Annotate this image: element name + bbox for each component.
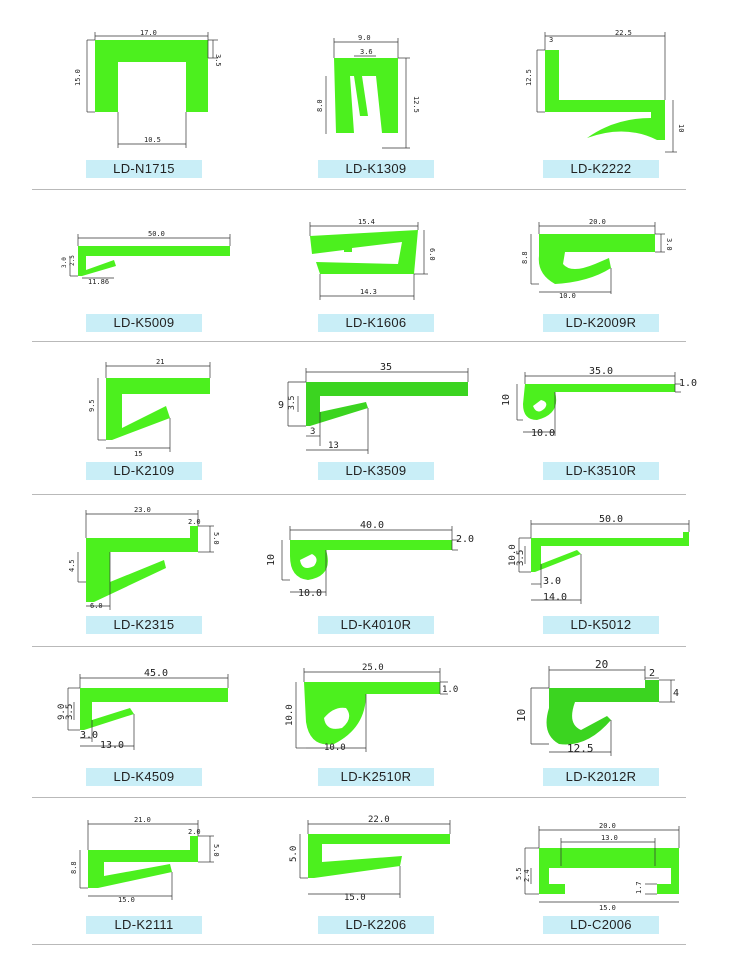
dim-label: 10 — [501, 393, 512, 406]
profile-drawing — [290, 218, 520, 352]
profile-card-ld-k5012 — [508, 512, 745, 662]
profile-code: LD-K2206 — [318, 916, 434, 934]
dim-label: 15 — [134, 450, 143, 458]
dim-label: 15.4 — [358, 218, 375, 226]
profile-card-ld-k2315 — [60, 506, 290, 662]
profile-code: LD-K2315 — [86, 616, 202, 634]
profile-drawing — [515, 218, 745, 352]
dim-label: 50.0 — [148, 230, 165, 238]
dim-label: 6.0 — [90, 602, 103, 610]
profile-code: LD-C2006 — [543, 916, 659, 934]
profile-drawing — [60, 222, 290, 352]
dim-label: 9 — [278, 400, 285, 411]
row-divider — [32, 944, 686, 945]
dim-label: 12.5 — [525, 69, 533, 86]
dim-label: 3.5 — [287, 395, 296, 410]
profile-shape — [545, 50, 665, 140]
dim-label: 13 — [328, 441, 339, 451]
dim-label: 4 — [673, 688, 680, 699]
dim-label: 15.0 — [118, 896, 135, 904]
profile-drawing — [515, 28, 745, 158]
row-divider — [32, 189, 686, 190]
profile-card-ld-n1715 — [60, 28, 290, 178]
profile-card-ld-k3510r — [501, 362, 745, 512]
dim-label: 10 — [266, 553, 277, 566]
dim-label: 3.0 — [543, 576, 562, 587]
dim-label: 2.0 — [456, 534, 475, 545]
dim-label: 3.5 — [214, 54, 222, 67]
profile-shape — [290, 540, 452, 580]
dim-label: 10.0 — [298, 588, 323, 599]
profile-shape — [547, 680, 659, 745]
profile-card-ld-k1606 — [290, 218, 520, 372]
profile-card-ld-k4509 — [57, 668, 290, 818]
profile-code: LD-K1606 — [318, 314, 434, 332]
profile-card-ld-k1309 — [290, 28, 520, 178]
profile-code: LD-N1715 — [86, 160, 202, 178]
profile-card-ld-k4010r — [266, 512, 520, 662]
dim-label: 11.86 — [88, 278, 110, 286]
profile-card-ld-k2012r — [515, 658, 745, 818]
dim-label: 45.0 — [144, 668, 169, 679]
profile-card-ld-k2109 — [60, 358, 290, 512]
dim-label: 3.5 — [65, 703, 75, 720]
dim-label: 3.0 — [61, 257, 68, 268]
profile-card-ld-k2009r — [515, 218, 745, 372]
dim-label: 20.0 — [599, 822, 616, 830]
dim-label: 2.0 — [188, 828, 201, 836]
dim-label: 5.0 — [289, 845, 299, 862]
dim-label: 22.5 — [615, 29, 632, 37]
profile-code: LD-K4010R — [318, 616, 434, 634]
dim-label: 21 — [156, 358, 165, 366]
dim-label: 6.0 — [428, 248, 436, 261]
dim-label: 2.4 — [523, 869, 531, 882]
dim-label: 3 — [310, 427, 316, 437]
row-divider — [32, 494, 686, 495]
dim-label: 10.5 — [144, 136, 161, 144]
dim-label: 21.0 — [134, 816, 151, 824]
dim-label: 14.3 — [360, 288, 377, 296]
row-divider — [32, 797, 686, 798]
profile-drawing — [60, 28, 290, 158]
dim-label: 35 — [380, 362, 393, 373]
dim-label: 13.0 — [601, 834, 618, 842]
dim-label: 1.0 — [679, 378, 698, 389]
profile-shape — [523, 384, 675, 420]
dim-label: 50.0 — [599, 514, 624, 525]
dim-label: 40.0 — [360, 520, 385, 531]
dim-label: 1.7 — [635, 881, 643, 894]
profile-shape — [308, 834, 450, 878]
profile-code: LD-K2009R — [543, 314, 659, 332]
profile-code: LD-K2222 — [543, 160, 659, 178]
dim-label: 5.0 — [212, 844, 220, 857]
profile-card-ld-k5009 — [60, 222, 290, 372]
profile-code: LD-K2510R — [318, 768, 434, 786]
profile-drawing — [290, 28, 520, 158]
dim-label: 2 — [649, 668, 656, 679]
dim-label: 5.0 — [212, 532, 220, 545]
dim-label: 15.0 — [599, 904, 616, 912]
dim-label: 15.0 — [344, 893, 366, 903]
dim-label: 3.0 — [665, 238, 673, 251]
dim-label: 35.0 — [589, 366, 614, 377]
profile-shape — [88, 836, 198, 888]
dim-label: 3.6 — [360, 48, 373, 56]
profile-code: LD-K5012 — [543, 616, 659, 634]
dim-label: 2.0 — [188, 518, 201, 526]
dim-label: 9.0 — [57, 703, 67, 720]
dim-label: 25.0 — [362, 663, 384, 673]
profile-code: LD-K2012R — [543, 768, 659, 786]
row-divider — [32, 341, 686, 342]
profile-shape — [78, 246, 230, 276]
profile-shape — [531, 532, 689, 572]
dim-label: 10.0 — [531, 428, 556, 439]
profile-card-ld-k2510r — [285, 663, 520, 818]
dim-label: 1.0 — [442, 685, 459, 695]
profile-shape — [86, 526, 198, 602]
dim-label: 20.0 — [589, 218, 606, 226]
dim-label: 10.0 — [285, 704, 295, 726]
dim-label: 17.0 — [140, 29, 157, 37]
profile-code: LD-K5009 — [86, 314, 202, 332]
dim-label: 12.5 — [567, 742, 594, 755]
dim-label: 20 — [595, 658, 609, 671]
dim-label: 10.0 — [324, 743, 346, 753]
profile-code: LD-K2109 — [86, 462, 202, 480]
dim-label: 9.5 — [88, 399, 96, 412]
dim-label: 12.5 — [412, 96, 420, 113]
dim-label: 15.0 — [74, 69, 82, 86]
profile-shape — [95, 40, 208, 112]
dim-label: 14.0 — [543, 592, 568, 603]
dim-label: 5.5 — [515, 867, 523, 880]
profile-shape — [304, 682, 440, 745]
dim-label: 22.0 — [368, 815, 390, 825]
dim-label: 4.5 — [68, 559, 76, 572]
profile-code: LD-K3509 — [318, 462, 434, 480]
dim-label: 10 — [677, 124, 685, 133]
profile-shape — [306, 382, 468, 426]
dim-label: 13.0 — [100, 740, 125, 751]
dim-label: 10.0 — [508, 544, 518, 566]
dim-label: 3.0 — [80, 730, 99, 741]
dim-label: 10.0 — [559, 292, 576, 300]
profile-code: LD-K2111 — [86, 916, 202, 934]
profile-code: LD-K1309 — [318, 160, 434, 178]
dim-label: 8.8 — [521, 251, 529, 264]
profile-card-ld-k2222 — [515, 28, 745, 178]
dim-label: 3.5 — [516, 549, 526, 566]
dim-label: 3 — [549, 36, 554, 44]
dim-label: 8.8 — [70, 861, 78, 874]
profile-code: LD-K3510R — [543, 462, 659, 480]
profile-code: LD-K4509 — [86, 768, 202, 786]
profile-shape — [334, 58, 398, 133]
profile-card-ld-k3509 — [278, 362, 520, 512]
dim-label: 2.5 — [69, 255, 76, 266]
profile-shape — [106, 378, 210, 440]
dim-label: 23.0 — [134, 506, 151, 514]
dim-label: 10 — [515, 708, 528, 722]
dim-label: 9.0 — [358, 34, 371, 42]
profile-shape — [80, 688, 228, 730]
profile-shape — [539, 848, 679, 894]
dim-label: 8.0 — [316, 99, 324, 112]
profile-shape — [539, 234, 655, 284]
row-divider — [32, 646, 686, 647]
profile-shape — [310, 230, 418, 274]
